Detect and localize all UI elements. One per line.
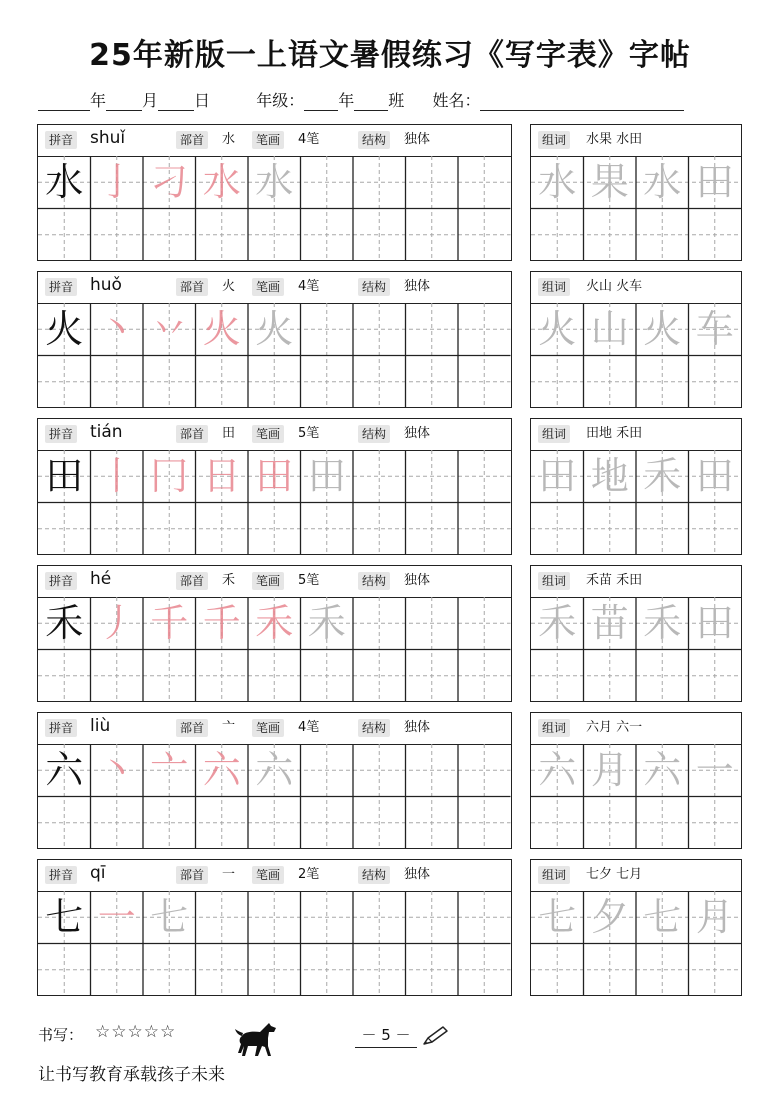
grade-blank[interactable] xyxy=(304,96,338,111)
stroke-step-glyph: 田 xyxy=(255,454,294,498)
radical-value: 一 xyxy=(222,867,236,882)
word-trace-cell xyxy=(636,891,689,944)
word-trace-glyph: 地 xyxy=(590,454,629,498)
model-char xyxy=(38,450,91,503)
radical-value: 田 xyxy=(222,426,236,441)
student-info-line xyxy=(38,88,684,111)
word-trace-cell xyxy=(584,450,637,503)
label-tag: 部首 xyxy=(176,866,208,884)
stroke-step-cell xyxy=(91,303,144,356)
pencil-icon xyxy=(420,1025,450,1047)
label-tag: 笔画 xyxy=(252,425,284,443)
word-trace-glyph: 田 xyxy=(695,160,734,204)
model-glyph: 六 xyxy=(45,748,84,792)
word-trace-glyph: 夕 xyxy=(590,895,629,939)
year-blank[interactable] xyxy=(38,96,90,111)
stroke-step-glyph: 丶 xyxy=(97,748,136,792)
word-panel-header xyxy=(531,419,741,451)
label-tag: 结构 xyxy=(358,572,390,590)
stroke-step-glyph: 亅 xyxy=(97,160,136,204)
word-trace-cell xyxy=(531,303,584,356)
label-tag: 组词 xyxy=(538,866,570,884)
stroke-step-glyph: 田 xyxy=(307,454,346,498)
word-trace-cell xyxy=(636,303,689,356)
char-practice-panel xyxy=(37,859,512,996)
stroke-step-glyph: 千 xyxy=(202,601,241,645)
stroke-step-cell xyxy=(248,450,301,503)
stroke-step-glyph: 火 xyxy=(202,307,241,351)
structure-value: 独体 xyxy=(404,279,431,294)
stroke-step-glyph: 丶 xyxy=(97,307,136,351)
word-trace-cell xyxy=(531,597,584,650)
word-trace-glyph: 水 xyxy=(643,160,682,204)
stroke-step-cell xyxy=(248,303,301,356)
label-tag: 部首 xyxy=(176,572,208,590)
stroke-step-cell xyxy=(196,597,249,650)
label-tag: 组词 xyxy=(538,425,570,443)
stroke-step-glyph: 水 xyxy=(255,160,294,204)
label-tag: 组词 xyxy=(538,131,570,149)
word-list: 田地 禾田 xyxy=(586,426,643,441)
word-trace-cell xyxy=(584,156,637,209)
stroke-count-value: 5笔 xyxy=(298,426,320,441)
stroke-step-cell xyxy=(143,891,196,944)
char-practice-panel xyxy=(37,565,512,702)
word-trace-glyph: 一 xyxy=(695,748,734,792)
label-tag: 结构 xyxy=(358,425,390,443)
label-tag: 结构 xyxy=(358,866,390,884)
stroke-step-cell xyxy=(248,744,301,797)
stroke-step-cell xyxy=(143,744,196,797)
model-glyph: 火 xyxy=(45,307,84,351)
model-glyph: 水 xyxy=(45,160,84,204)
stroke-step-cell xyxy=(143,303,196,356)
label-tag: 结构 xyxy=(358,719,390,737)
stroke-step-glyph: 刁 xyxy=(150,160,189,204)
word-panel xyxy=(530,124,742,261)
word-trace-cell xyxy=(689,744,742,797)
word-panel xyxy=(530,565,742,702)
word-trace-glyph: 七 xyxy=(643,895,682,939)
stroke-step-cell xyxy=(143,156,196,209)
word-trace-cell xyxy=(689,303,742,356)
word-trace-glyph: 田 xyxy=(538,454,577,498)
radical-value: 亠 xyxy=(222,720,236,735)
class-blank[interactable] xyxy=(354,96,388,111)
stroke-step-glyph: 丿 xyxy=(97,601,136,645)
word-panel xyxy=(530,859,742,996)
word-list: 六月 六一 xyxy=(586,720,643,735)
stroke-count-value: 5笔 xyxy=(298,573,320,588)
stroke-step-glyph: 丷 xyxy=(150,307,189,351)
word-trace-glyph: 田 xyxy=(695,601,734,645)
model-char xyxy=(38,744,91,797)
stroke-count-value: 4笔 xyxy=(298,720,320,735)
label-tag: 笔画 xyxy=(252,719,284,737)
page-title: 25年新版一上语文暑假练习《写字表》字帖 xyxy=(89,38,691,73)
panel-header xyxy=(38,272,511,304)
stroke-step-glyph: 禾 xyxy=(255,601,294,645)
word-trace-glyph: 火 xyxy=(538,307,577,351)
structure-value: 独体 xyxy=(404,573,431,588)
name-label: 姓名： xyxy=(432,91,481,110)
char-practice-panel xyxy=(37,271,512,408)
word-trace-glyph: 禾 xyxy=(643,454,682,498)
writing-score-label: 书写： xyxy=(38,1026,84,1044)
word-trace-cell xyxy=(689,597,742,650)
stroke-count-value: 4笔 xyxy=(298,132,320,147)
radical-value: 火 xyxy=(222,279,236,294)
word-trace-cell xyxy=(584,303,637,356)
name-blank[interactable] xyxy=(480,96,684,111)
stroke-step-cell xyxy=(196,744,249,797)
word-panel xyxy=(530,418,742,555)
model-char xyxy=(38,303,91,356)
stroke-step-cell xyxy=(91,891,144,944)
stroke-step-glyph: 日 xyxy=(202,454,241,498)
word-panel-header xyxy=(531,860,741,892)
word-panel-header xyxy=(531,566,741,598)
word-trace-cell xyxy=(689,156,742,209)
word-trace-glyph: 月 xyxy=(695,895,734,939)
stroke-step-glyph: 冂 xyxy=(150,454,189,498)
stroke-step-cell xyxy=(301,450,354,503)
word-trace-cell xyxy=(636,156,689,209)
word-trace-glyph: 六 xyxy=(538,748,577,792)
word-trace-glyph: 禾 xyxy=(643,601,682,645)
model-glyph: 七 xyxy=(45,895,84,939)
word-trace-cell xyxy=(636,450,689,503)
stroke-step-glyph: 水 xyxy=(202,160,241,204)
model-char xyxy=(38,891,91,944)
word-trace-cell xyxy=(689,891,742,944)
day-blank[interactable] xyxy=(158,96,194,111)
stroke-step-cell xyxy=(91,450,144,503)
word-list: 水果 水田 xyxy=(586,132,643,147)
word-trace-glyph: 果 xyxy=(590,160,629,204)
class-label: 班 xyxy=(388,91,405,110)
stroke-count-value: 2笔 xyxy=(298,867,320,882)
pinyin-value: liù xyxy=(90,716,111,736)
stroke-step-glyph: 六 xyxy=(202,748,241,792)
radical-value: 水 xyxy=(222,132,236,147)
model-glyph: 田 xyxy=(45,454,84,498)
model-glyph: 禾 xyxy=(45,601,84,645)
stroke-step-cell xyxy=(196,450,249,503)
stroke-step-cell xyxy=(143,450,196,503)
structure-value: 独体 xyxy=(404,867,431,882)
label-tag: 部首 xyxy=(176,425,208,443)
word-panel xyxy=(530,271,742,408)
word-list: 火山 火车 xyxy=(586,279,643,294)
word-panel xyxy=(530,712,742,849)
word-trace-glyph: 禾 xyxy=(538,601,577,645)
model-char xyxy=(38,156,91,209)
stroke-step-cell xyxy=(91,156,144,209)
label-tag: 部首 xyxy=(176,278,208,296)
word-trace-glyph: 苗 xyxy=(590,601,629,645)
char-practice-panel xyxy=(37,124,512,261)
stroke-step-cell xyxy=(196,303,249,356)
panel-header xyxy=(38,713,511,745)
label-tag: 结构 xyxy=(358,131,390,149)
panel-header xyxy=(38,566,511,598)
label-tag: 笔画 xyxy=(252,572,284,590)
label-tag: 笔画 xyxy=(252,131,284,149)
word-trace-cell xyxy=(636,597,689,650)
label-tag: 拼音 xyxy=(45,425,77,443)
stroke-step-cell xyxy=(248,156,301,209)
panel-header xyxy=(38,125,511,157)
grade-label: 年级： xyxy=(256,91,305,110)
day-label: 日 xyxy=(194,91,211,110)
char-practice-panel xyxy=(37,418,512,555)
stroke-step-glyph: 亠 xyxy=(150,748,189,792)
word-trace-cell xyxy=(636,744,689,797)
label-tag: 拼音 xyxy=(45,278,77,296)
label-tag: 组词 xyxy=(538,572,570,590)
word-trace-cell xyxy=(531,156,584,209)
month-label: 月 xyxy=(142,91,159,110)
word-list: 七夕 七月 xyxy=(586,867,643,882)
stroke-step-cell xyxy=(91,597,144,650)
word-trace-glyph: 车 xyxy=(695,307,734,351)
label-tag: 结构 xyxy=(358,278,390,296)
panel-header xyxy=(38,419,511,451)
stroke-step-glyph: 七 xyxy=(150,895,189,939)
word-trace-cell xyxy=(531,450,584,503)
stroke-step-cell xyxy=(91,744,144,797)
word-list: 禾苗 禾田 xyxy=(586,573,643,588)
stroke-step-cell xyxy=(248,597,301,650)
word-trace-glyph: 六 xyxy=(643,748,682,792)
label-tag: 组词 xyxy=(538,719,570,737)
stroke-step-glyph: 一 xyxy=(97,895,136,939)
panel-header xyxy=(38,860,511,892)
word-trace-cell xyxy=(689,450,742,503)
word-trace-glyph: 水 xyxy=(538,160,577,204)
pinyin-value: qī xyxy=(90,863,106,883)
structure-value: 独体 xyxy=(404,132,431,147)
word-trace-glyph: 七 xyxy=(538,895,577,939)
pinyin-value: hé xyxy=(90,569,112,589)
word-trace-glyph: 火 xyxy=(643,307,682,351)
word-trace-cell xyxy=(531,744,584,797)
label-tag: 部首 xyxy=(176,719,208,737)
stroke-step-glyph: 千 xyxy=(150,601,189,645)
structure-value: 独体 xyxy=(404,426,431,441)
label-tag: 拼音 xyxy=(45,572,77,590)
slogan: 让书写教育承载孩子未来 xyxy=(38,1065,225,1085)
word-trace-glyph: 山 xyxy=(590,307,629,351)
page-number: － 5 － xyxy=(355,1024,417,1048)
label-tag: 拼音 xyxy=(45,719,77,737)
label-tag: 拼音 xyxy=(45,131,77,149)
label-tag: 部首 xyxy=(176,131,208,149)
stroke-count-value: 4笔 xyxy=(298,279,320,294)
word-trace-cell xyxy=(584,597,637,650)
pinyin-value: tián xyxy=(90,422,123,442)
radical-value: 禾 xyxy=(222,573,236,588)
stroke-step-cell xyxy=(196,156,249,209)
word-trace-cell xyxy=(584,891,637,944)
horse-icon xyxy=(234,1020,280,1060)
structure-value: 独体 xyxy=(404,720,431,735)
pinyin-value: shuǐ xyxy=(90,128,126,148)
char-practice-panel xyxy=(37,712,512,849)
word-trace-glyph: 月 xyxy=(590,748,629,792)
grade-year-label: 年 xyxy=(338,91,355,110)
stroke-step-cell xyxy=(143,597,196,650)
label-tag: 组词 xyxy=(538,278,570,296)
word-trace-glyph: 田 xyxy=(695,454,734,498)
word-trace-cell xyxy=(584,744,637,797)
month-blank[interactable] xyxy=(106,96,142,111)
year-label: 年 xyxy=(90,91,107,110)
stroke-step-glyph: 丨 xyxy=(97,454,136,498)
word-panel-header xyxy=(531,713,741,745)
stroke-step-cell xyxy=(301,597,354,650)
pinyin-value: huǒ xyxy=(90,275,122,295)
label-tag: 拼音 xyxy=(45,866,77,884)
star-rating[interactable]: ☆☆☆☆☆ xyxy=(95,1022,177,1042)
model-char xyxy=(38,597,91,650)
word-panel-header xyxy=(531,272,741,304)
stroke-step-glyph: 火 xyxy=(255,307,294,351)
stroke-step-glyph: 禾 xyxy=(307,601,346,645)
stroke-step-glyph: 六 xyxy=(255,748,294,792)
word-trace-cell xyxy=(531,891,584,944)
label-tag: 笔画 xyxy=(252,866,284,884)
label-tag: 笔画 xyxy=(252,278,284,296)
word-panel-header xyxy=(531,125,741,157)
